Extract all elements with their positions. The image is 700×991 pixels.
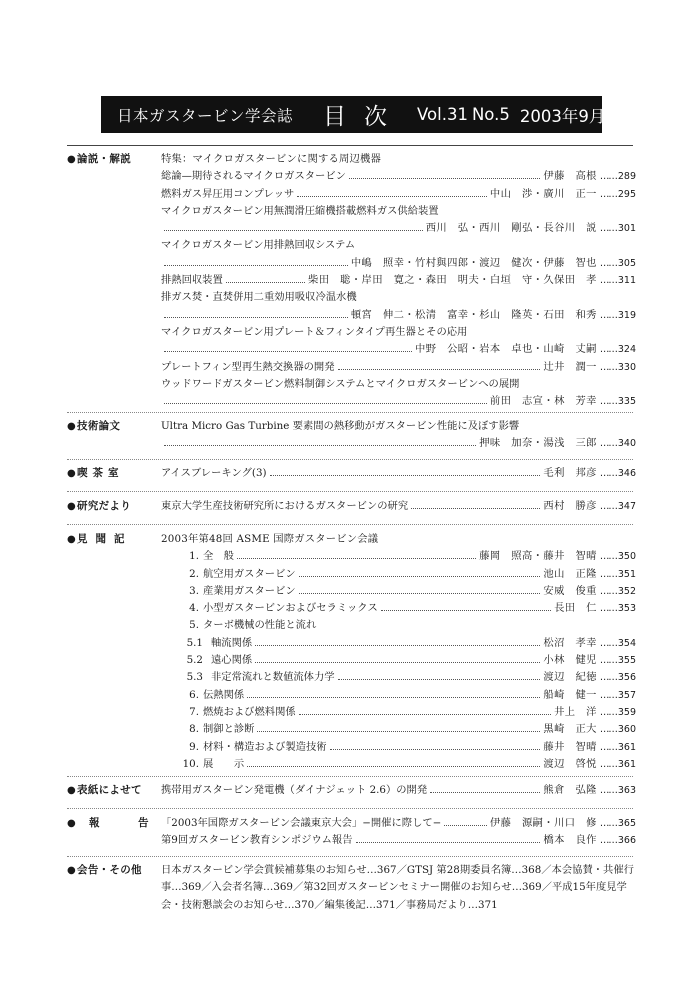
toc-entry[interactable]: 9. 材料・構造および製造技術 藤井 智晴 …… 361 [161,739,636,756]
issue-date: 2003年9月 [519,106,606,126]
toc-entry-title[interactable]: Ultra Micro Gas Turbine 要素間の熱移動がガスタービン性能に及ぼす影響 [161,420,520,432]
section-body [161,465,636,482]
section-body [161,782,636,799]
section-body [161,815,636,850]
section-divider [67,524,633,525]
toc-entry-title[interactable]: マイクロガスタービン用無潤滑圧縮機搭載燃料ガス供給装置 [161,204,439,217]
toc-entry[interactable]: 3. 産業用ガスタービン 安威 俊重 …… 352 [161,583,636,600]
section-divider [67,491,633,492]
bullet-icon: ● [67,785,77,796]
toc-entry-author[interactable]: 押味 加奈・湯浅 三郎 …… 340 [161,435,636,452]
toc-entry[interactable]: アイスブレーキング(3) 毛利 邦彦 …… 346 [161,465,636,482]
toc-entry[interactable]: 6. 伝熱関係 船崎 健一 …… 357 [161,687,636,704]
toc-entry[interactable]: 10. 展 示 渡辺 啓悦 …… 361 [161,756,636,773]
bullet-icon: ● [67,818,77,829]
announcements-text: 日本ガスタービン学会賞候補募集のお知らせ…367／GTSJ 第28期委員名簿…368／本会協賛・共催行事…369／入会者名簿…369／第32回ガスタービンセミナー開催のお知らせ…369／平成15年度見学会・技術懇談会のお知らせ…370／編集後記…371／事務局だより…371 [161,864,634,911]
bullet-icon: ● [67,501,77,512]
toc-entry[interactable]: 5.3 非定常流れと数値流体力学 渡辺 紀徳 …… 356 [161,669,636,686]
toc-subheading: 5. ターボ機械の性能と流れ [189,619,317,632]
section-body [161,418,636,453]
section-label: ●会告・その他 [67,864,142,876]
toc-entry[interactable]: 総論—期待されるマイクロガスタービン 伊藤 高根 …… 289 [161,168,636,185]
section-label: ● 報 告 [67,817,163,829]
toc-entry-author[interactable]: 中野 公昭・岩本 卓也・山崎 丈嗣 …… 324 [161,341,636,358]
toc-entry-title[interactable]: ウッドワードガスタービン燃料制御システムとマイクロガスタービンへの展開 [161,377,520,390]
conference-heading: 2003年第48回 ASME 国際ガスタービン会議 [161,533,379,545]
bullet-icon: ● [67,421,77,432]
section-body [161,151,636,410]
toc-entry[interactable]: 7. 燃焼および燃料関係 井上 洋 …… 359 [161,704,636,721]
section-label: ●論説・解説 [67,153,132,165]
issue-number: No.5 [471,105,510,124]
toc-entry[interactable]: 1. 全 般 藤岡 照高・藤井 智晴 …… 350 [161,548,636,565]
toc-entry[interactable]: 携帯用ガスタービン発電機（ダイナジェット 2.6）の開発 熊倉 弘隆 …… 363 [161,782,636,799]
toc-entry-author[interactable]: 前田 志宣・林 芳幸 …… 335 [161,393,636,410]
section-body [161,862,636,914]
toc-entry-author[interactable]: 中嶋 照幸・竹村與四郎・渡辺 健次・伊藤 智也 …… 305 [161,255,636,272]
bullet-icon: ● [67,865,77,876]
toc-entry[interactable]: 5.2 遠心関係 小林 健児 …… 355 [161,652,636,669]
section-label: ●喫茶室 [67,467,124,479]
section-label: ●見聞記 [67,533,133,545]
feature-heading: 特集：マイクロガスタービンに関する周辺機器 [161,153,382,165]
section-label: ●表紙によせて [67,784,142,796]
toc-entry[interactable]: 「2003年国際ガスタービン会議東京大会」−開催に際して− 伊藤 源嗣・川口 修 …… 365 [161,815,636,832]
toc-entry-author[interactable]: 西川 弘・西川 剛弘・長谷川 説 …… 301 [161,220,636,237]
toc-entry[interactable]: 東京大学生産技術研究所におけるガスタービンの研究 西村 勝彦 …… 347 [161,498,636,515]
volume-number: Vol.31 [417,105,468,124]
toc-entry[interactable]: 8. 制御と診断 黒崎 正大 …… 360 [161,721,636,738]
bullet-icon: ● [67,154,77,165]
toc-entry-title[interactable]: 排ガス焚・直焚併用二重効用吸収冷温水機 [161,291,357,304]
section-divider [67,856,633,857]
top-rule [67,145,633,146]
toc-entry[interactable]: 燃料ガス昇圧用コンプレッサ 中山 渉・廣川 正一 …… 295 [161,186,636,203]
toc-entry[interactable]: 2. 航空用ガスタービン 池山 正隆 …… 351 [161,566,636,583]
toc-title: 目次 [323,104,406,130]
section-body [161,531,636,773]
toc-entry[interactable]: 排熱回収装置 柴田 聡・岸田 寛之・森田 明夫・白垣 守・久保田 孝 …… 311 [161,272,636,289]
section-label: ●技術論文 [67,420,121,432]
section-body [161,498,636,515]
bullet-icon: ● [67,534,77,545]
section-divider [67,459,633,460]
journal-title: 日本ガスタービン学会誌 [117,106,294,125]
section-label: ●研究だより [67,500,132,512]
toc-entry-author[interactable]: 頓宮 伸二・松清 富幸・杉山 隆英・石田 和秀 …… 319 [161,307,636,324]
section-divider [67,776,633,777]
toc-header-bar [101,96,606,133]
bullet-icon: ● [67,468,77,479]
section-divider [67,412,633,413]
toc-entry[interactable]: 4. 小型ガスタービンおよびセラミックス 長田 仁 …… 353 [161,600,636,617]
toc-entry[interactable]: 第9回ガスタービン教育シンポジウム報告 橋本 良作 …… 366 [161,832,636,849]
toc-entry-title[interactable]: マイクロガスタービン用排熱回収システム [161,239,356,252]
toc-entry-title[interactable]: マイクロガスタービン用プレート＆フィンタイプ再生器とその応用 [161,325,468,338]
section-divider [67,808,633,809]
toc-entry[interactable]: 5.1 軸流関係 松沼 孝幸 …… 354 [161,635,636,652]
toc-entry[interactable]: プレートフィン型再生熱交換器の開発 辻井 潤一 …… 330 [161,359,636,376]
